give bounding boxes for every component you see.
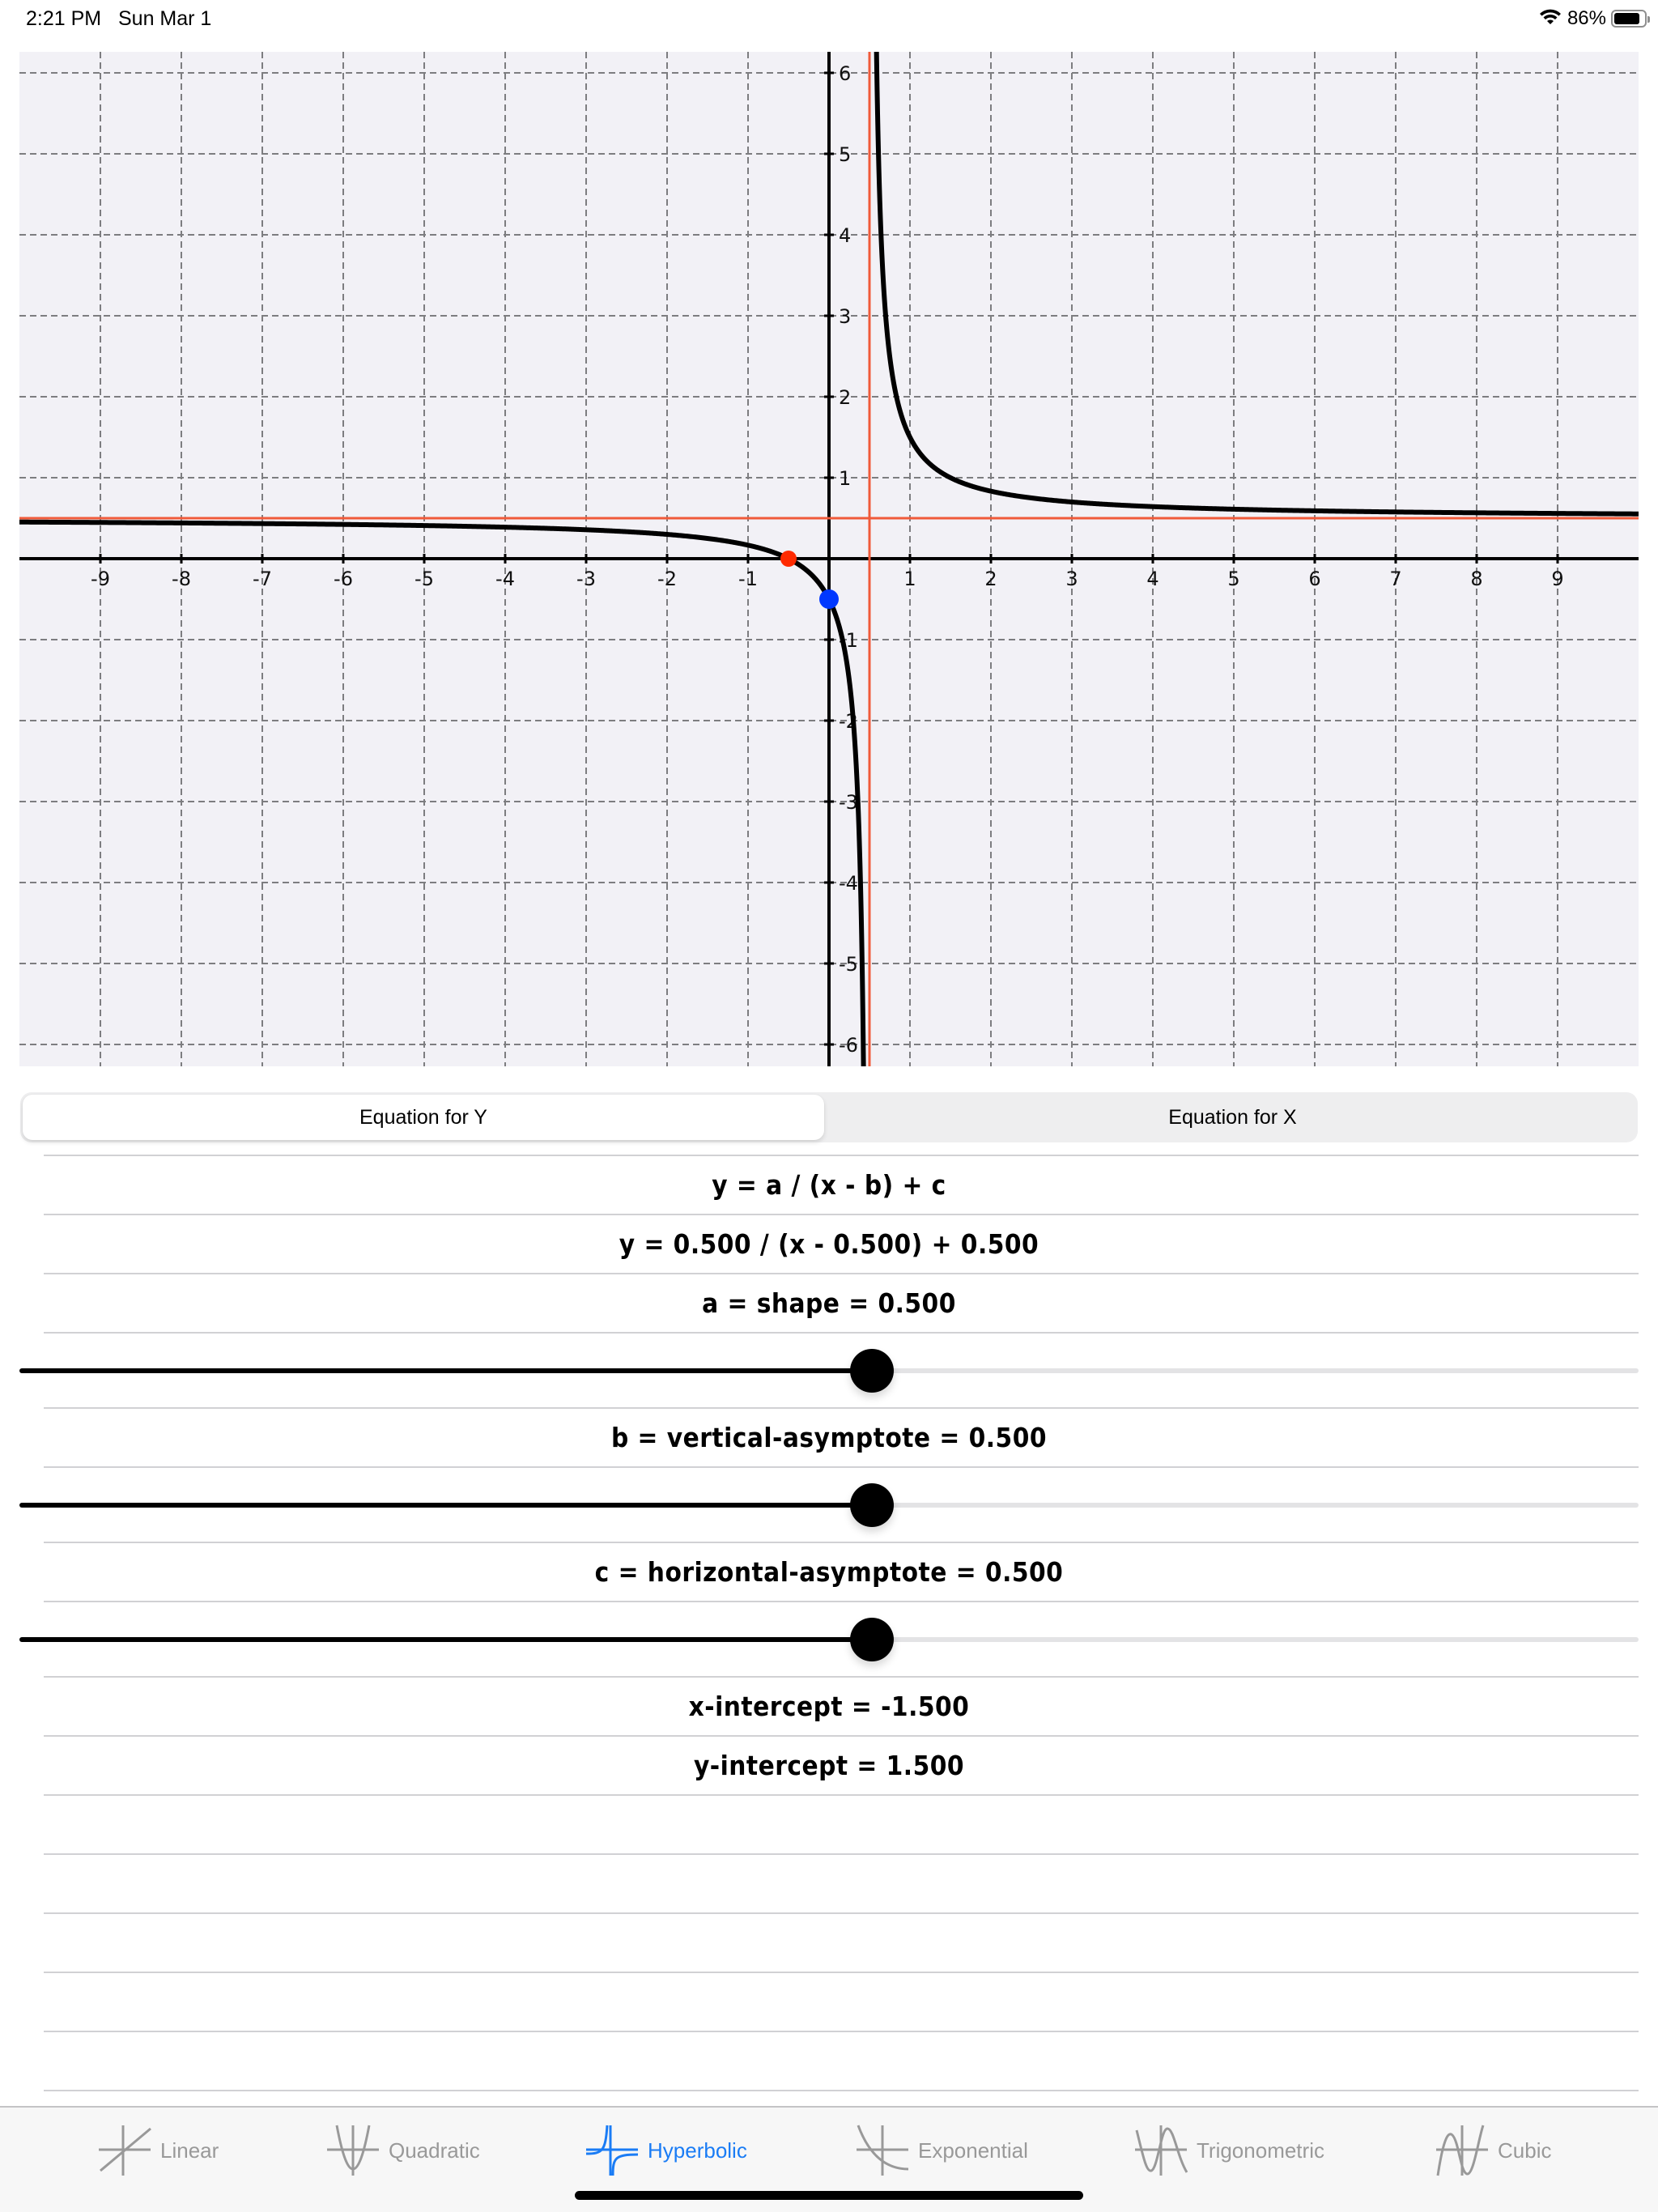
status-indicators bbox=[1538, 6, 1647, 31]
graph-canvas[interactable] bbox=[19, 52, 1639, 1066]
exponential-graph-icon bbox=[857, 2124, 912, 2177]
curve-right-branch bbox=[869, 52, 1639, 514]
x-intercept-point bbox=[780, 551, 797, 567]
y-tick-label: -4 bbox=[839, 872, 858, 895]
function-graph[interactable] bbox=[19, 52, 1639, 1066]
y-tick-label: -3 bbox=[839, 791, 858, 814]
status-bar bbox=[0, 0, 1658, 39]
divider bbox=[44, 2031, 1639, 2032]
specific-equation: y = 0.500 / (x - 0.500) + 0.500 bbox=[619, 1228, 1039, 1260]
y-tick-label: 2 bbox=[839, 386, 852, 409]
quadratic-graph-icon bbox=[327, 2124, 382, 2177]
divider bbox=[44, 1332, 1639, 1334]
x-tick-label: 7 bbox=[1389, 568, 1402, 590]
tab-label: Linear bbox=[160, 2138, 219, 2163]
param-a-slider[interactable] bbox=[19, 1346, 1639, 1395]
slider-track-empty bbox=[872, 1503, 1639, 1508]
y-tick-label: -2 bbox=[839, 710, 858, 733]
x-tick-label: -2 bbox=[657, 568, 677, 590]
divider bbox=[44, 1972, 1639, 1973]
slider-thumb[interactable] bbox=[850, 1349, 894, 1393]
x-tick-label: -4 bbox=[495, 568, 515, 590]
tab-label: Trigonometric bbox=[1197, 2138, 1324, 2163]
status-time: 2:21 PM bbox=[26, 7, 102, 30]
x-tick-label: -8 bbox=[172, 568, 191, 590]
divider bbox=[44, 1601, 1639, 1602]
divider bbox=[44, 1912, 1639, 1914]
x-tick-label: -3 bbox=[576, 568, 596, 590]
y-intercept-value: y-intercept = 1.500 bbox=[693, 1750, 965, 1781]
y-tick-label: -6 bbox=[839, 1034, 858, 1057]
y-tick-label: -5 bbox=[839, 953, 858, 976]
slider-thumb[interactable] bbox=[850, 1618, 894, 1661]
tab-trigonometric[interactable] bbox=[1135, 2122, 1324, 2179]
tab-linear[interactable] bbox=[99, 2122, 219, 2179]
curve-left-branch bbox=[19, 522, 869, 1066]
x-tick-label: 1 bbox=[903, 568, 916, 590]
tab-exponential[interactable] bbox=[857, 2122, 1028, 2179]
x-intercept-value: x-intercept = -1.500 bbox=[688, 1691, 970, 1722]
battery-percent: 86% bbox=[1567, 7, 1606, 29]
tab-label: Hyperbolic bbox=[648, 2138, 747, 2163]
tab-label: Quadratic bbox=[389, 2138, 480, 2163]
y-tick-label: 4 bbox=[839, 224, 852, 247]
x-tick-label: -1 bbox=[738, 568, 758, 590]
divider bbox=[44, 1794, 1639, 1796]
y-tick-label: 6 bbox=[839, 62, 852, 85]
slider-track-empty bbox=[872, 1637, 1639, 1642]
param-c-label: c = horizontal-asymptote = 0.500 bbox=[594, 1556, 1064, 1588]
x-tick-label: 4 bbox=[1146, 568, 1159, 590]
divider bbox=[44, 1853, 1639, 1855]
y-tick-label: -1 bbox=[839, 629, 858, 652]
status-date: Sun Mar 1 bbox=[118, 7, 212, 30]
tab-cubic[interactable] bbox=[1436, 2122, 1551, 2179]
linear-graph-icon bbox=[99, 2124, 154, 2177]
equation-mode-segmented-control[interactable] bbox=[20, 1092, 1638, 1142]
x-tick-label: 9 bbox=[1551, 568, 1564, 590]
x-tick-label: 3 bbox=[1065, 568, 1078, 590]
tab-quadratic[interactable] bbox=[327, 2122, 480, 2179]
segment-equation-for-y[interactable]: Equation for Y bbox=[23, 1095, 824, 1140]
x-tick-label: 5 bbox=[1227, 568, 1240, 590]
x-tick-label: 8 bbox=[1470, 568, 1483, 590]
tab-hyperbolic[interactable] bbox=[586, 2122, 747, 2179]
segment-equation-for-x[interactable]: Equation for X bbox=[1168, 1105, 1297, 1129]
general-equation: y = a / (x - b) + c bbox=[712, 1169, 946, 1201]
tab-label: Exponential bbox=[918, 2138, 1028, 2163]
slider-track-filled bbox=[19, 1637, 872, 1642]
param-a-label: a = shape = 0.500 bbox=[702, 1287, 956, 1319]
y-intercept-point bbox=[819, 589, 839, 609]
y-tick-label: 5 bbox=[839, 143, 852, 166]
slider-thumb[interactable] bbox=[850, 1483, 894, 1527]
param-b-label: b = vertical-asymptote = 0.500 bbox=[610, 1422, 1048, 1453]
x-tick-label: 6 bbox=[1308, 568, 1321, 590]
cubic-graph-icon bbox=[1436, 2124, 1491, 2177]
tab-label: Cubic bbox=[1498, 2138, 1552, 2163]
y-tick-label: 1 bbox=[839, 467, 852, 490]
battery-icon bbox=[1611, 10, 1647, 28]
hyperbolic-graph-icon bbox=[586, 2124, 641, 2177]
home-indicator[interactable] bbox=[575, 2191, 1083, 2200]
wifi-icon bbox=[1538, 7, 1562, 31]
slider-track-filled bbox=[19, 1368, 872, 1373]
x-tick-label: -6 bbox=[334, 568, 353, 590]
slider-track-empty bbox=[872, 1368, 1639, 1373]
x-tick-label: 2 bbox=[984, 568, 997, 590]
x-tick-label: -9 bbox=[91, 568, 110, 590]
divider bbox=[44, 2090, 1639, 2091]
x-tick-label: -7 bbox=[253, 568, 272, 590]
param-b-slider[interactable] bbox=[19, 1481, 1639, 1529]
divider bbox=[44, 1466, 1639, 1468]
slider-track-filled bbox=[19, 1503, 872, 1508]
x-tick-label: -5 bbox=[414, 568, 434, 590]
param-c-slider[interactable] bbox=[19, 1615, 1639, 1664]
trigonometric-graph-icon bbox=[1135, 2124, 1190, 2177]
y-tick-label: 3 bbox=[839, 305, 852, 328]
